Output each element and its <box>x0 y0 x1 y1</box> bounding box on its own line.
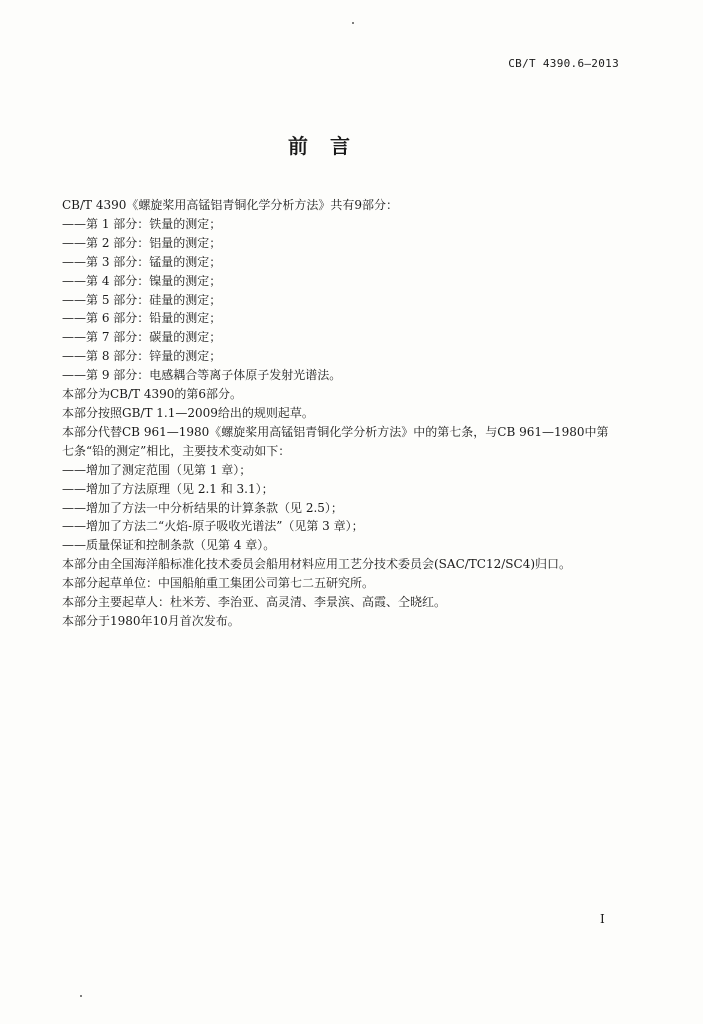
paragraph-drafters: 本部分主要起草人：杜米芳、李治亚、高灵清、李景滨、高霞、仝晓红。 <box>62 595 447 610</box>
standard-number: CB/T 4390.6—2013 <box>508 57 619 70</box>
foreword-body <box>62 196 622 631</box>
list-item: ——第 6 部分：铅量的测定； <box>62 311 222 326</box>
list-item: ——增加了方法原理（见 2.1 和 3.1）； <box>62 481 274 496</box>
page-number: I <box>600 912 605 926</box>
list-item: ——第 9 部分：电感耦合等离子体原子发射光谱法。 <box>62 368 342 383</box>
paragraph-replaces-cont: 七条“铅的测定”相比，主要技术变动如下： <box>62 443 291 458</box>
list-item: ——质量保证和控制条款（见第 4 章）。 <box>62 538 276 553</box>
paragraph-this-part: 本部分为CB/T 4390的第6部分。 <box>62 387 243 402</box>
list-item: ——第 8 部分：锌量的测定； <box>62 349 222 364</box>
list-item: ——增加了测定范围（见第 1 章）； <box>62 462 252 477</box>
list-item: ——第 5 部分：硅量的测定； <box>62 292 222 307</box>
list-item: ——第 3 部分：锰量的测定； <box>62 254 222 269</box>
list-item: ——第 4 部分：镍量的测定； <box>62 273 222 288</box>
paragraph-proposed-by: 本部分由全国海洋船标准化技术委员会船用材料应用工艺分技术委员会(SAC/TC12/SC4)归口。 <box>62 557 572 572</box>
paragraph-parts-intro: CB/T 4390《螺旋桨用高锰铝青铜化学分析方法》共有9部分： <box>62 198 399 212</box>
paragraph-replaces: 本部分代替CB 961—1980《螺旋桨用高锰铝青铜化学分析方法》中的第七条，与CB 961—1980中第 <box>62 424 609 439</box>
paragraph-drafting-unit: 本部分起草单位：中国船舶重工集团公司第七二五研究所。 <box>62 576 375 591</box>
page-title: 前言 <box>288 134 372 158</box>
scan-speck <box>352 22 354 24</box>
paragraph-first-issue: 本部分于1980年10月首次发布。 <box>62 613 240 628</box>
list-item: ——增加了方法一中分析结果的计算条款（见 2.5）； <box>62 500 343 515</box>
list-item: ——第 7 部分：碳量的测定； <box>62 330 222 345</box>
paragraph-drafting-rules: 本部分按照GB/T 1.1—2009给出的规则起草。 <box>62 405 314 420</box>
list-item: ——增加了方法二“火焰-原子吸收光谱法”（见第 3 章）； <box>62 519 364 534</box>
list-item: ——第 1 部分：铁量的测定； <box>62 216 222 231</box>
scan-speck <box>80 995 82 997</box>
list-item: ——第 2 部分：铝量的测定； <box>62 235 222 250</box>
